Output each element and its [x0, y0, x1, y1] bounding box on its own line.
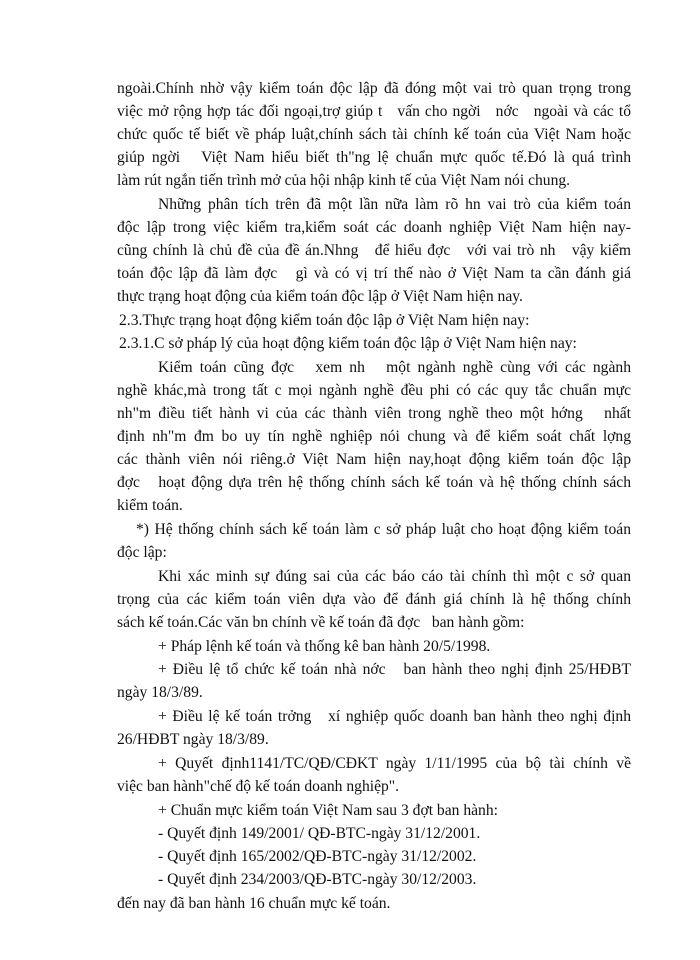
- text-line: giúp ngời Việt Nam hiểu biết th"ng lệ chuẩn mực quốc tế.Đó là quá trình: [117, 149, 631, 166]
- list-item: + Điều lệ kế toán trởng xí nghiệp quốc doanh ban hành theo nghị định: [158, 708, 631, 725]
- list-item: + Quyết định1141/TC/QĐ/CĐKT ngày 1/11/1995 của bộ tài chính về: [158, 755, 631, 772]
- text-line: việc mở rộng hợp tác đối ngoại,trợ giúp t vấn cho ngời nớc ngoài và các tổ: [117, 103, 631, 120]
- list-item: + Pháp lệnh kế toán và thống kê ban hành 20/5/1998.: [158, 638, 491, 655]
- text-line: sách kế toán.Các văn bn chính về kế toán đã đợc ban hành gồm:: [117, 614, 525, 631]
- text-line: các thành viên nói riêng.ở Việt Nam hiện nay,hoạt động kiểm toán độc lập: [117, 451, 631, 468]
- text-line: toán độc lập đã làm đợc gì và có vị trí thế nào ở Việt Nam ta cần đánh giá: [117, 265, 631, 282]
- list-item: - Quyết định 234/2003/QĐ-BTC-ngày 30/12/2003.: [158, 871, 477, 888]
- text-line: việc ban hành"chế độ kế toán doanh nghiệp".: [117, 778, 400, 795]
- text-line: Khi xác minh sự đúng sai của các báo cáo tài chính thì một c sở quan: [158, 568, 631, 585]
- text-line: đợc hoạt động dựa trên hệ thống chính sách kế toán và hệ thống chính sách: [117, 474, 631, 491]
- list-item: + Chuẩn mực kiểm toán Việt Nam sau 3 đợt ban hành:: [158, 802, 498, 819]
- text-line: trọng của các kiểm toán viên dựa vào để đánh giá chính là hệ thống chính: [117, 591, 631, 608]
- text-line: cũng chính là chủ đề của đề án.Nhng để hiểu đợc với vai trò nh vậy kiểm: [117, 242, 631, 259]
- list-item: - Quyết định 149/2001/ QĐ-BTC-ngày 31/12/2001.: [158, 825, 481, 842]
- text-line: độc lập trong việc kiểm tra,kiểm soát các doanh nghiệp Việt Nam hiện nay-: [117, 219, 631, 236]
- section-heading: 2.3.1.C sở pháp lý của hoạt động kiểm toán độc lập ở Việt Nam hiện nay:: [119, 335, 577, 352]
- text-line: đến nay đã ban hành 16 chuẩn mực kế toán.: [117, 895, 391, 912]
- list-item: - Quyết định 165/2002/QĐ-BTC-ngày 31/12/2002.: [158, 848, 477, 865]
- text-line: làm rút ngắn tiến trình mở của hội nhập kinh tế của Việt Nam nói chung.: [117, 172, 571, 189]
- text-line: ngày 18/3/89.: [117, 684, 203, 701]
- list-item: + Điều lệ tổ chức kế toán nhà nớc ban hành theo nghị định 25/HĐBT: [158, 661, 631, 678]
- text-line: Kiểm toán cũng đợc xem nh một ngành nghề cùng với các ngành: [158, 359, 631, 376]
- text-line: 26/HĐBT ngày 18/3/89.: [117, 731, 269, 748]
- section-heading: 2.3.Thực trạng hoạt động kiểm toán độc lập ở Việt Nam hiện nay:: [119, 312, 530, 329]
- text-line: nh"m điều tiết hành vi của các thành viên trong nghề theo một hớng nhất: [117, 405, 631, 422]
- text-line: kiểm toán.: [117, 497, 183, 514]
- text-line: chức quốc tế biết về pháp luật,chính sách tài chính kế toán của Việt Nam hoặc: [117, 126, 631, 143]
- text-line: nghề khác,mà trong tất c mọi ngành nghề đều phi có các quy tắc chuẩn mực: [117, 382, 631, 399]
- text-line: *) Hệ thống chính sách kế toán làm c sở pháp luật cho hoạt động kiểm toán: [136, 521, 631, 538]
- text-line: ngoài.Chính nhờ vậy kiểm toán độc lập đã đóng một vai trò quan trọng trong: [117, 80, 631, 97]
- text-line: Những phân tích trên đã một lần nữa làm rõ hn vai trò của kiểm toán: [158, 196, 631, 213]
- text-line: định nh"m đm bo uy tín nghề nghiệp nói chung và để kiểm soát chất lợng: [117, 428, 631, 445]
- text-line: thực trạng hoạt động của kiểm toán độc lập ở Việt Nam hiện nay.: [117, 288, 523, 305]
- text-line: độc lập:: [117, 544, 167, 561]
